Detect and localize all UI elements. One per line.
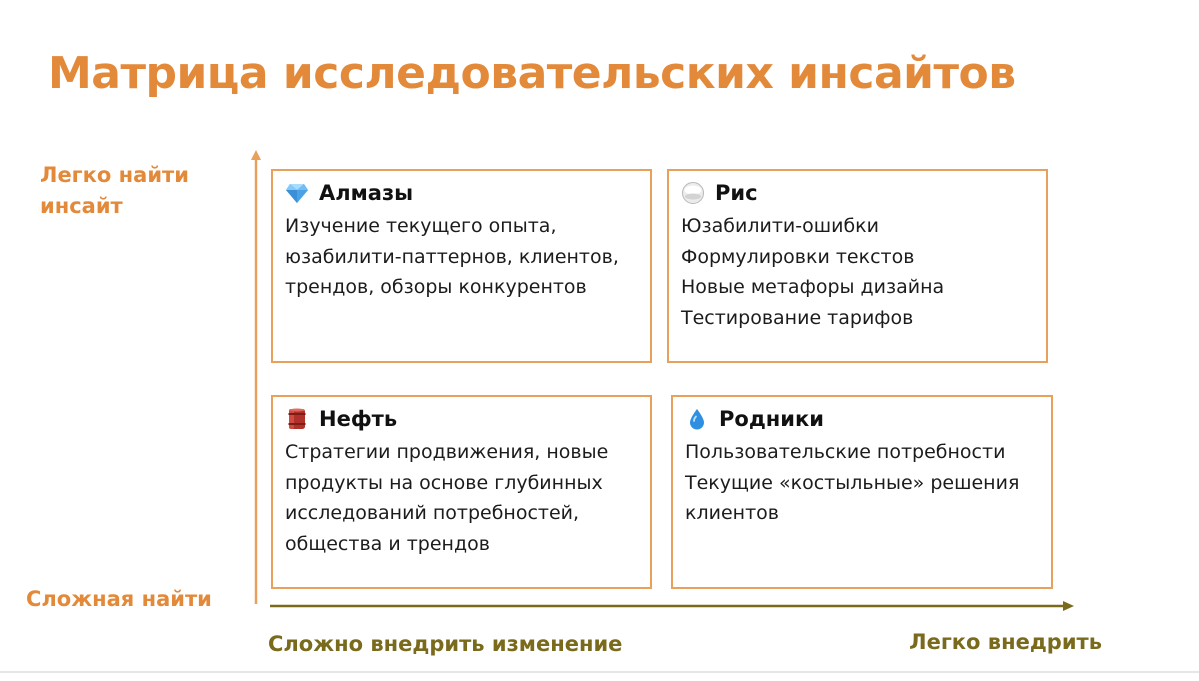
- quadrant-line: Формулировки текстов: [681, 245, 915, 268]
- quadrant-body: [685, 437, 1039, 529]
- rice-icon: [681, 181, 705, 205]
- quadrant-line: Текущие «костыльные» решения: [685, 471, 1020, 494]
- y-axis-arrowhead: [251, 150, 261, 160]
- quadrant-title: Рис: [715, 181, 758, 205]
- y-axis-label-top: Легко найти инсайт: [40, 163, 189, 218]
- y-axis-label-bottom: Сложная найти: [26, 587, 212, 611]
- page-title: Матрица исследовательских инсайтов: [48, 48, 1016, 99]
- quadrant-diamonds: [271, 169, 652, 363]
- quadrant-header: [685, 403, 1039, 435]
- quadrant-body: [285, 211, 638, 303]
- x-axis-arrowhead: [1063, 601, 1074, 611]
- quadrant-oil: [271, 395, 652, 589]
- quadrant-line: Юзабилити-ошибки: [681, 215, 879, 237]
- quadrant-line: клиентов: [685, 502, 779, 524]
- quadrant-line: Изучение текущего опыта,: [285, 215, 557, 237]
- quadrant-line: общества и трендов: [285, 532, 490, 555]
- quadrant-line: Пользовательские потребности: [685, 441, 1006, 463]
- quadrant-body: [681, 211, 1034, 333]
- quadrant-header: [681, 177, 1034, 209]
- quadrant-line: Тестирование тарифов: [681, 306, 914, 329]
- quadrant-rice: [667, 169, 1048, 363]
- quadrant-title: Алмазы: [319, 181, 414, 205]
- quadrant-header: [285, 177, 638, 209]
- x-axis-label-right: Легко внедрить: [909, 630, 1102, 654]
- bottom-divider: [0, 671, 1199, 673]
- quadrant-line: Стратегии продвижения, новые: [285, 441, 609, 463]
- quadrant-line: продукты на основе глубинных: [285, 471, 603, 494]
- quadrant-header: [285, 403, 638, 435]
- quadrant-line: Новые метафоры дизайна: [681, 276, 945, 298]
- x-axis-label-left: Сложно внедрить изменение: [268, 632, 623, 656]
- quadrant-title: Нефть: [319, 407, 398, 431]
- water-drop-icon: [685, 407, 709, 431]
- quadrant-line: исследований потребностей,: [285, 502, 580, 524]
- quadrant-springs: [671, 395, 1053, 589]
- quadrant-body: [285, 437, 638, 559]
- oil-barrel-icon: [285, 407, 309, 431]
- quadrant-title: Родники: [719, 407, 824, 431]
- diamond-icon: [285, 181, 309, 205]
- quadrant-line: трендов, обзоры конкурентов: [285, 276, 587, 298]
- quadrant-line: юзабилити-паттернов, клиентов,: [285, 245, 619, 268]
